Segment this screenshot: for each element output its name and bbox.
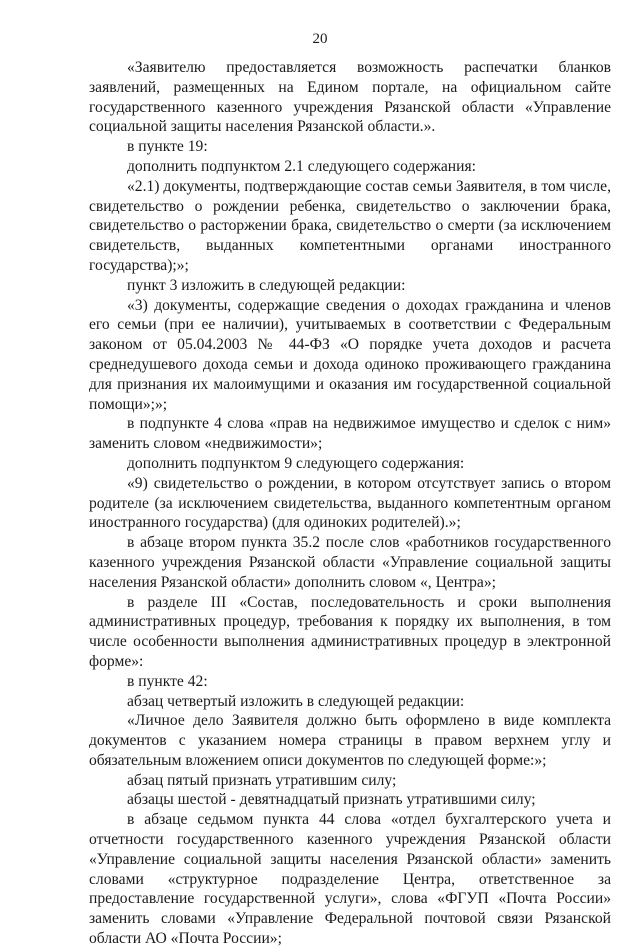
paragraph-2: в пункте 19: <box>127 138 208 156</box>
paragraph-9: «9) свидетельство о рождении, в котором отсутствует запись о втором родителе (за исключением свидетельства, выданного компетентным органом иностранного государства) (для одиноких родителей).»; <box>89 474 611 532</box>
paragraph-4: «2.1) документы, подтверждающие состав семьи Заявителя, в том числе, свидетельство о рождении ребенка, свидетельство о заключении брака, свидетельство о расторжении брака, свидетельство о смерти (за исключением свидетельств, выданных компетентными органами иностранного государства);»; <box>89 177 611 274</box>
paragraph-16: абзацы шестой - девятнадцатый признать утратившими силу; <box>127 791 536 809</box>
paragraph-14: «Личное дело Заявителя должно быть оформлено в виде комплекта документов с указанием номера страницы в правом верхнем углу и обязательным вложением описи документов по следующей форме:»; <box>89 712 611 769</box>
paragraph-3: дополнить подпунктом 2.1 следующего содержания: <box>127 157 476 175</box>
paragraph-10: в абзаце втором пункта 35.2 после слов «работников государственного казенного учреждения Рязанской области «Управление социальной защиты населения Рязанской области» дополнить словом «, Центра»; <box>89 534 611 591</box>
paragraph-1: «Заявителю предоставляется возможность распечатки бланков заявлений, размещенных на Едином портале, на официальном сайте государственного казенного учреждения Рязанской области «Управление социальной защиты населения Рязанской области.». <box>89 59 611 136</box>
paragraph-6: «3) документы, содержащие сведения о доходах гражданина и членов его семьи (при ее наличии), учитываемых в соответствии с Федеральным законом от 05.04.2003 № 44-ФЗ «О порядке учета доходов и расчета среднедушевого дохода семьи и дохода одиноко проживающего гражданина для признания их малоимущими и оказания им государственной социальной помощи»;»; <box>89 296 611 413</box>
document-body <box>89 58 611 949</box>
paragraph-7: в подпункте 4 слова «прав на недвижимое имущество и сделок с ним» заменить словом «недвижимости»; <box>89 415 611 453</box>
paragraph-15: абзац пятый признать утратившим силу; <box>127 771 397 789</box>
paragraph-12: в пункте 42: <box>127 672 208 690</box>
paragraph-13: абзац четвертый изложить в следующей редакции: <box>127 692 465 710</box>
paragraph-11: в разделе III «Состав, последовательность и сроки выполнения административных процедур, требования к порядку их выполнения, в том числе особенности выполнения административных процедур в электронной форме»: <box>89 593 611 670</box>
page-number: 20 <box>312 31 328 47</box>
paragraph-5: пункт 3 изложить в следующей редакции: <box>127 276 406 294</box>
paragraph-17: в абзаце седьмом пункта 44 слова «отдел бухгалтерского учета и отчетности государственного казенного учреждения Рязанской области «Управление социальной защиты населения Рязанской области» заменить словами «структурное подразделение Центра, ответственное за предоставление государственной услуги», слова «ФГУП «Почта России» заменить словами «Управление Федеральной почтовой связи Рязанской области АО «Почта России»; <box>89 811 611 948</box>
paragraph-8: дополнить подпунктом 9 следующего содержания: <box>127 454 465 472</box>
